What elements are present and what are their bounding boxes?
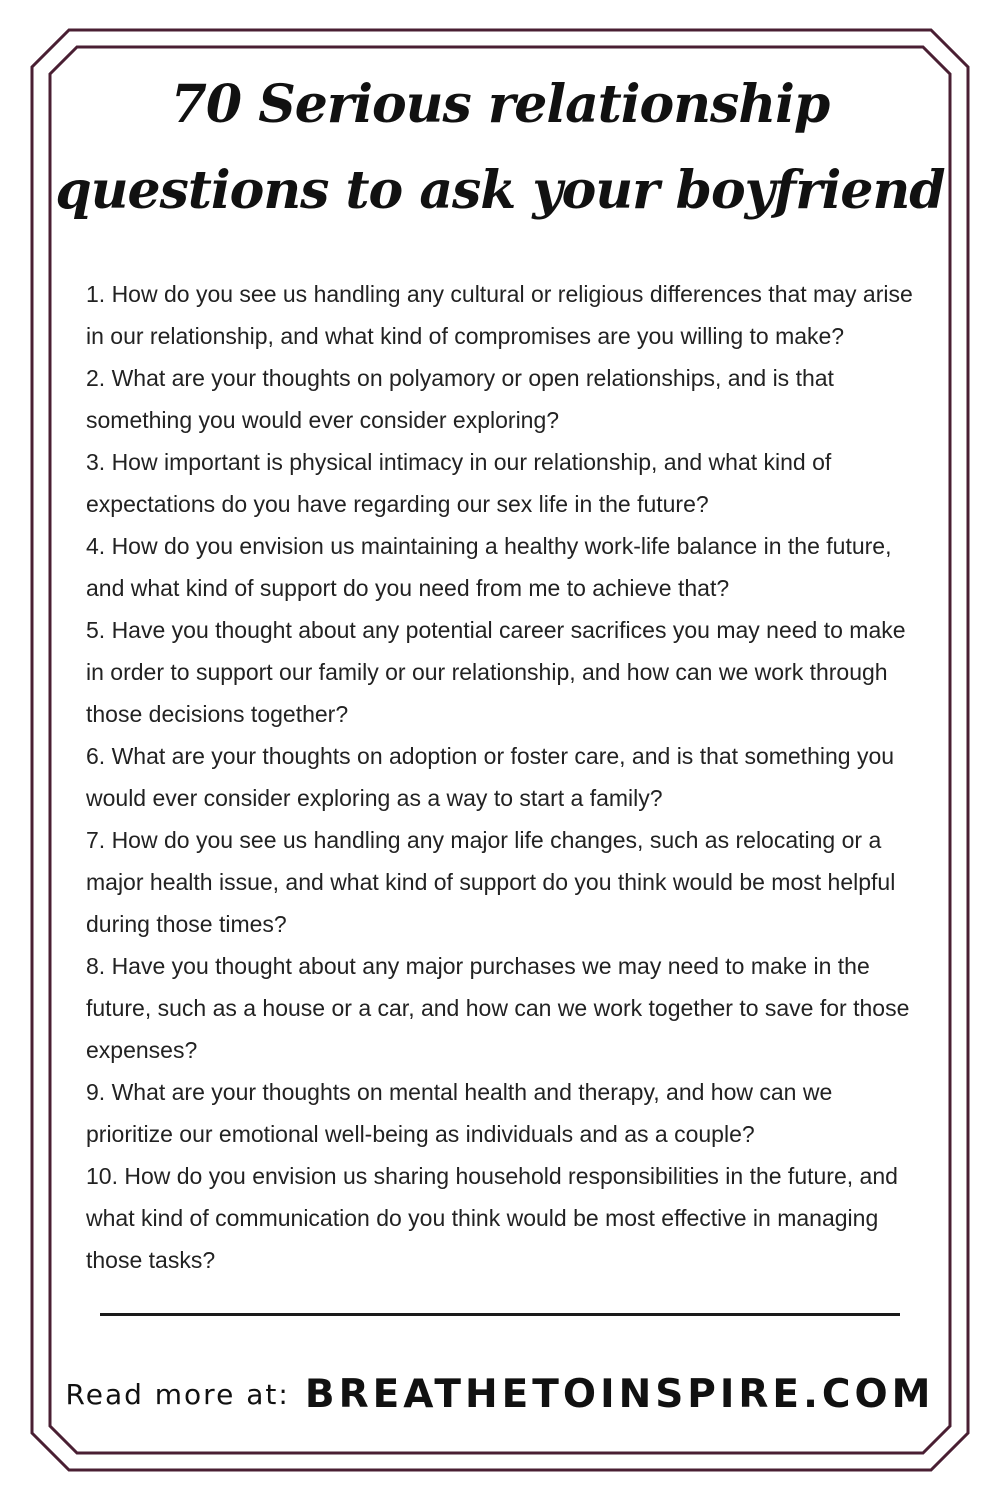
divider-line [100, 1313, 900, 1316]
question-item: 7. How do you see us handling any major life changes, such as relocating or a major health issue, and what kind of support do you think would be most helpful during those times? [86, 827, 896, 937]
footer-label: Read more at: [65, 1378, 290, 1411]
question-item: 5. Have you thought about any potential career sacrifices you may need to make in order to support our family or our relationship, and how can we work through those decisions together? [86, 617, 906, 727]
question-item: 1. How do you see us handling any cultural or religious differences that may arise in our relationship, and what kind of compromises are you willing to make? [86, 281, 913, 349]
question-list [86, 273, 922, 1281]
question-item: 9. What are your thoughts on mental health and therapy, and how can we prioritize our emotional well-being as individuals and as a couple? [86, 1079, 833, 1147]
website-link[interactable]: BREATHETOINSPIRE.COM [304, 1372, 935, 1417]
question-item: 6. What are your thoughts on adoption or foster care, and is that something you would ever consider exploring as a way to start a family? [86, 743, 895, 811]
page-title: 70 Serious relationship questions to ask your boyfriend [55, 74, 945, 221]
question-item: 2. What are your thoughts on polyamory or open relationships, and is that something you would ever consider exploring? [86, 365, 834, 433]
footer [40, 1372, 960, 1417]
question-item: 8. Have you thought about any major purchases we may need to make in the future, such as a house or a car, and how can we work together to save for those expenses? [86, 953, 910, 1063]
question-item: 3. How important is physical intimacy in our relationship, and what kind of expectations do you have regarding our sex life in the future? [86, 449, 832, 517]
question-item: 10. How do you envision us sharing household responsibilities in the future, and what kind of communication do you think would be most effective in managing those tasks? [86, 1163, 898, 1273]
question-item: 4. How do you envision us maintaining a healthy work-life balance in the future, and what kind of support do you need from me to achieve that? [86, 533, 892, 601]
